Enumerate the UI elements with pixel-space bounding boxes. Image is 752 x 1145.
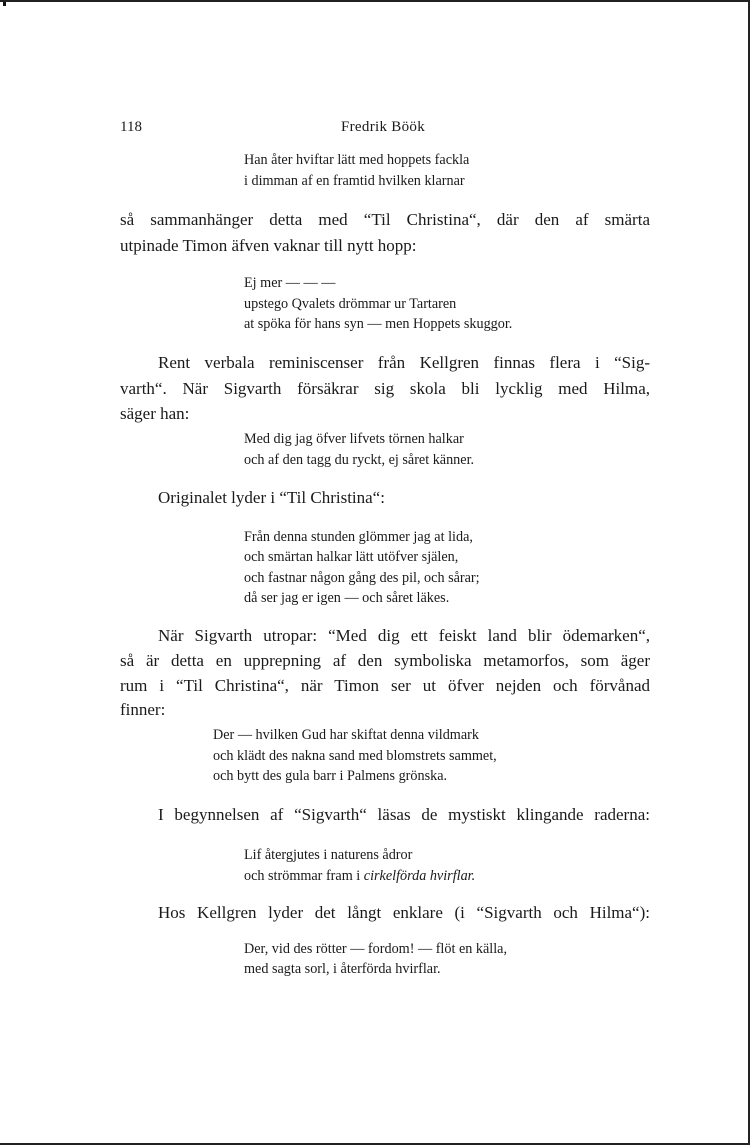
quote-line: upstego Qvalets drömmar ur Tartaren	[244, 296, 457, 312]
body-line: finner:	[120, 700, 166, 719]
quote-line: Med dig jag öfver lifvets törnen halkar	[244, 431, 464, 447]
running-head: Fredrik Böök	[341, 119, 426, 135]
body-line: så sammanhänger detta med “Til Christina“, där den af smärta	[120, 210, 650, 229]
body-line: Hos Kellgren lyder det långt enklare (i “Sigvarth och Hilma“):	[158, 903, 650, 922]
body-line: Originalet lyder i “Til Christina“:	[158, 488, 385, 507]
quote-line: och af den tagg du ryckt, ej såret känner.	[244, 452, 475, 468]
body-line: Rent verbala reminiscenser från Kellgren finnas flera i “Sig-	[158, 353, 650, 372]
quote-line: at spöka för hans syn — men Hoppets skuggor.	[244, 316, 513, 332]
quote-line: Från denna stunden glömmer jag at lida,	[244, 529, 473, 545]
body-line: När Sigvarth utropar: “Med dig ett feiskt land blir ödemarken“,	[158, 626, 650, 645]
italic-phrase: cirkelförda hvirflar.	[363, 868, 476, 884]
page-number: 118	[120, 119, 142, 135]
quote-line: i dimman af en framtid hvilken klarnar	[244, 173, 465, 189]
body-line: varth“. När Sigvarth försäkrar sig skola bli lycklig med Hilma,	[120, 379, 650, 398]
quote-line: Der, vid des rötter — fordom! — flöt en källa,	[244, 941, 508, 957]
body-line: rum i “Til Christina“, när Timon ser ut öfver nejden och förvånad	[120, 676, 650, 695]
body-line: säger han:	[120, 404, 190, 423]
body-line: I begynnelsen af “Sigvarth“ läsas de mystiskt klingande raderna:	[158, 805, 650, 824]
quote-line	[244, 868, 475, 885]
quote-line: Lif återgjutes i naturens ådror	[244, 847, 413, 863]
quote-line: då ser jag er igen — och såret läkes.	[244, 590, 450, 606]
quote-text: och strömmar fram i	[244, 868, 364, 884]
quote-line: och klädt des nakna sand med blomstrets sammet,	[213, 748, 497, 764]
quote-line: och fastnar någon gång des pil, och sårar;	[244, 570, 480, 586]
quote-line: Der — hvilken Gud har skiftat denna vildmark	[213, 727, 479, 743]
quote-line: och smärtan halkar lätt utöfver själen,	[244, 549, 459, 565]
body-line: så är detta en upprepning af den symboliska metamorfos, som äger	[120, 651, 650, 670]
scan-mark	[3, 2, 6, 6]
quote-line: och bytt des gula barr i Palmens grönska.	[213, 768, 448, 784]
quote-line: med sagta sorl, i återförda hvirflar.	[244, 961, 441, 977]
body-line: utpinade Timon äfven vaknar till nytt hopp:	[120, 236, 417, 255]
quote-line: Ej mer — — —	[244, 275, 336, 291]
quote-line: Han åter hviftar lätt med hoppets fackla	[244, 152, 470, 168]
